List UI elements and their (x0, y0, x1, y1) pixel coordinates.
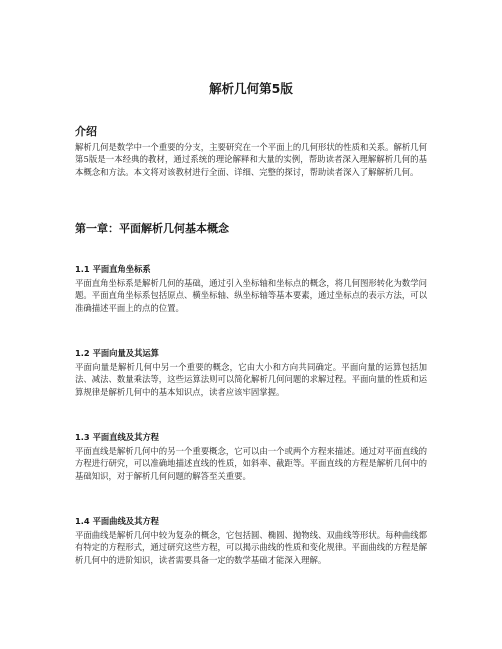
section-1-1-heading: 1.1 平面直角坐标系 (75, 264, 151, 274)
section-1-4-paragraph: 平面曲线是解析几何中较为复杂的概念，它包括圆、椭圆、抛物线、双曲线等形状。每种曲线都有特定的方程形式，通过研究这些方程，可以揭示曲线的性质和变化规律。平面曲线的方程是解析几何中的进阶知识，读者需要具备一定的数学基础才能深入理解。 (75, 530, 427, 565)
section-1-4-heading: 1.4 平面曲线及其方程 (75, 516, 159, 526)
section-1-2-heading: 1.2 平面向量及其运算 (75, 348, 159, 358)
section-1-1-paragraph: 平面直角坐标系是解析几何的基础，通过引入坐标轴和坐标点的概念，将几何图形转化为数学问题。平面直角坐标系包括原点、横坐标轴、纵坐标轴等基本要素，通过坐标点的表示方法，可以准确描述平面上的点的位置。 (75, 278, 427, 313)
section-1-2-paragraph: 平面向量是解析几何中另一个重要的概念，它由大小和方向共同确定。平面向量的运算包括加法、减法、数量乘法等，这些运算法则可以简化解析几何问题的求解过程。平面向量的性质和运算规律是解析几何中的基本知识点，读者应该牢固掌握。 (75, 362, 427, 397)
section-1-3-paragraph: 平面直线是解析几何中的另一个重要概念，它可以由一个或两个方程来描述。通过对平面直线的方程进行研究，可以准确地描述直线的性质，如斜率、截距等。平面直线的方程是解析几何中的基础知识，对于解析几何问题的解答至关重要。 (75, 446, 427, 481)
intro-heading: 介绍 (75, 125, 97, 138)
chapter1-heading: 第一章：平面解析几何基本概念 (75, 222, 229, 235)
section-1-3-heading: 1.3 平面直线及其方程 (75, 432, 159, 442)
document-title: 解析几何第5版 (209, 81, 293, 96)
intro-paragraph: 解析几何是数学中一个重要的分支，主要研究在一个平面上的几何形状的性质和关系。解析几何第5版是一本经典的教材，通过系统的理论解释和大量的实例，帮助读者深入理解解析几何的基本概念和方法。本文将对该教材进行全面、详细、完整的探讨，帮助读者深入了解解析几何。 (75, 142, 427, 177)
